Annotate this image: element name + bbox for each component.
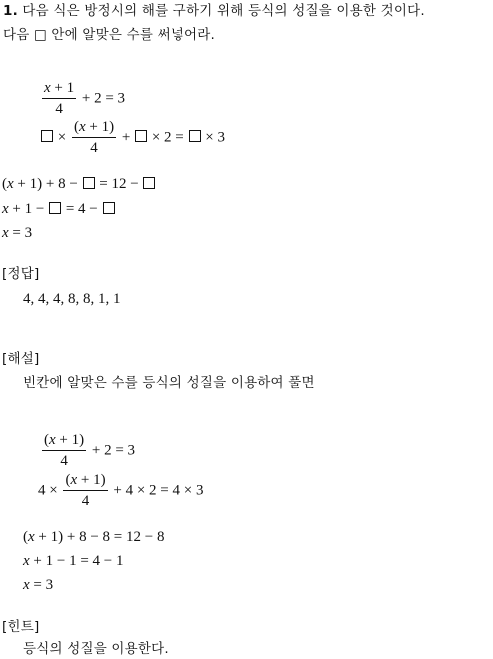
solution-equation-4: x + 1 − 1 = 4 − 1 xyxy=(23,553,124,569)
blank-box[interactable] xyxy=(103,202,115,214)
problem-number: 1. xyxy=(3,3,18,19)
problem-text-line1: 다음 식은 방정시의 해를 구하기 위해 등식의 성질을 이용한 것이다. xyxy=(22,3,425,19)
answer-value: 4, 4, 4, 8, 8, 1, 1 xyxy=(23,291,121,307)
equation-3: (x + 1) + 8 − = 12 − xyxy=(2,177,156,192)
problem-text-line2: 다음 □ 안에 알맞은 수를 써넣어라. xyxy=(3,27,216,43)
solution-equation-5: x = 3 xyxy=(23,577,54,593)
blank-box[interactable] xyxy=(189,130,201,142)
equation-5: x = 3 xyxy=(2,225,33,241)
hint-text: 등식의 성질을 이용한다. xyxy=(23,641,169,657)
hint-label: [힌트] xyxy=(2,619,40,635)
problem-statement-line1 xyxy=(3,5,425,19)
equation-1: $\frac{x + 1}{4}$ + 2 = 3 xyxy=(44,80,126,117)
explanation-text: 빈칸에 알맞은 수를 등식의 성질을 이용하여 풀면 xyxy=(23,375,315,391)
blank-box[interactable] xyxy=(49,202,61,214)
solution-equation-1: $\frac{(x + 1)}{4}$ + 2 = 3 xyxy=(44,432,136,469)
solution-equation-3: (x + 1) + 8 − 8 = 12 − 8 xyxy=(23,529,165,545)
blank-box[interactable] xyxy=(83,177,95,189)
solution-equation-2: 4 × $\frac{(x + 1)}{4}$ + 4 × 2 = 4 × 3 xyxy=(38,472,204,509)
blank-box[interactable] xyxy=(143,177,155,189)
equation-2: × $\frac{(x + 1)}{4}$ + × 2 = × 3 xyxy=(40,120,225,156)
explanation-label: [해설] xyxy=(2,351,40,367)
equation-4: x + 1 − = 4 − xyxy=(2,202,116,217)
blank-box[interactable] xyxy=(135,130,147,142)
blank-box[interactable] xyxy=(41,130,53,142)
answer-label: [정답] xyxy=(2,266,40,282)
